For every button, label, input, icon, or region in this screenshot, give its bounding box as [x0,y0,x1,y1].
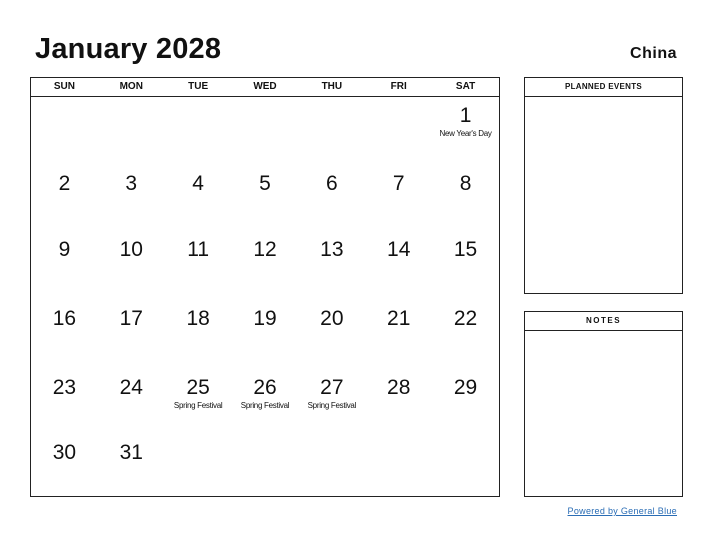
day-cell [31,434,98,496]
day-number: 21 [387,307,411,330]
day-cell [432,231,499,300]
powered-by-link[interactable]: Powered by General Blue [567,506,677,516]
day-number: 13 [320,238,344,261]
day-number: 19 [253,307,277,330]
day-cell [298,97,365,165]
day-cell [232,369,299,434]
holiday-label: Spring Festival [240,401,290,410]
day-number: 25 [186,376,210,399]
day-cell [298,231,365,300]
day-number: 1 [459,104,472,127]
holiday-label: Spring Festival [307,401,357,410]
day-cell [232,165,299,231]
day-number: 12 [253,238,277,261]
day-cell [98,300,165,369]
planned-events-title: PLANNED EVENTS [525,78,682,97]
day-cell [98,434,165,496]
day-cell [98,231,165,300]
day-cell [232,434,299,496]
day-number: 22 [453,307,478,330]
weekday-sat: SAT [455,81,476,92]
day-cell [232,97,299,165]
day-cell [98,369,165,434]
day-cell [31,231,98,300]
day-cell [432,300,499,369]
day-number: 17 [119,307,143,330]
day-number: 6 [326,172,338,195]
holiday-label: Spring Festival [173,401,223,410]
day-number: 2 [58,172,71,195]
day-cell [165,97,232,165]
day-number: 3 [125,172,138,195]
day-cell [432,97,499,165]
day-cell [31,97,98,165]
notes-panel [524,311,683,497]
day-number: 29 [453,376,478,399]
day-number: 20 [320,307,344,330]
day-cell [298,434,365,496]
holiday-label: New Year's Day [439,129,492,138]
day-number: 31 [119,441,143,464]
day-cell [31,165,98,231]
day-number: 26 [253,376,277,399]
day-number: 15 [453,238,478,261]
day-cell [165,165,232,231]
day-number: 11 [187,238,210,261]
day-number: 8 [459,172,472,195]
day-cell [232,231,299,300]
day-number: 30 [52,441,77,464]
day-cell [432,434,499,496]
day-cell [365,165,432,231]
day-cell [365,434,432,496]
day-cell [98,97,165,165]
day-cell [298,300,365,369]
day-cell [232,300,299,369]
day-number: 5 [259,172,271,195]
day-cell [31,369,98,434]
day-cell [98,165,165,231]
day-grid [31,97,499,496]
weekday-mon: MON [119,81,143,92]
day-number: 10 [119,238,143,261]
day-number: 7 [392,172,405,195]
weekday-tue: TUE [188,81,209,92]
day-cell [165,434,232,496]
notes-title: NOTES [525,312,682,331]
day-cell [365,97,432,165]
day-number: 28 [387,376,411,399]
weekday-fri: FRI [390,81,407,92]
day-number: 16 [52,307,77,330]
planned-events-panel [524,77,683,294]
page-title: January 2028 [35,33,222,65]
day-number: 27 [320,376,344,399]
day-number: 18 [186,307,210,330]
day-cell [365,300,432,369]
day-number: 14 [387,238,411,261]
weekday-sun: SUN [53,81,75,92]
day-cell [365,231,432,300]
day-cell [165,369,232,434]
day-cell [298,165,365,231]
day-cell [365,369,432,434]
day-cell [432,369,499,434]
weekday-thu: THU [321,81,343,92]
day-cell [298,369,365,434]
day-cell [165,300,232,369]
day-cell [432,165,499,231]
day-number: 9 [58,238,71,261]
day-number: 24 [119,376,143,399]
day-cell [165,231,232,300]
day-number: 23 [52,376,77,399]
weekday-wed: WED [253,81,277,92]
day-number: 4 [192,172,204,195]
day-cell [31,300,98,369]
weekday-header-row [31,78,499,97]
calendar-grid [30,77,500,497]
country-label: China [630,45,677,62]
